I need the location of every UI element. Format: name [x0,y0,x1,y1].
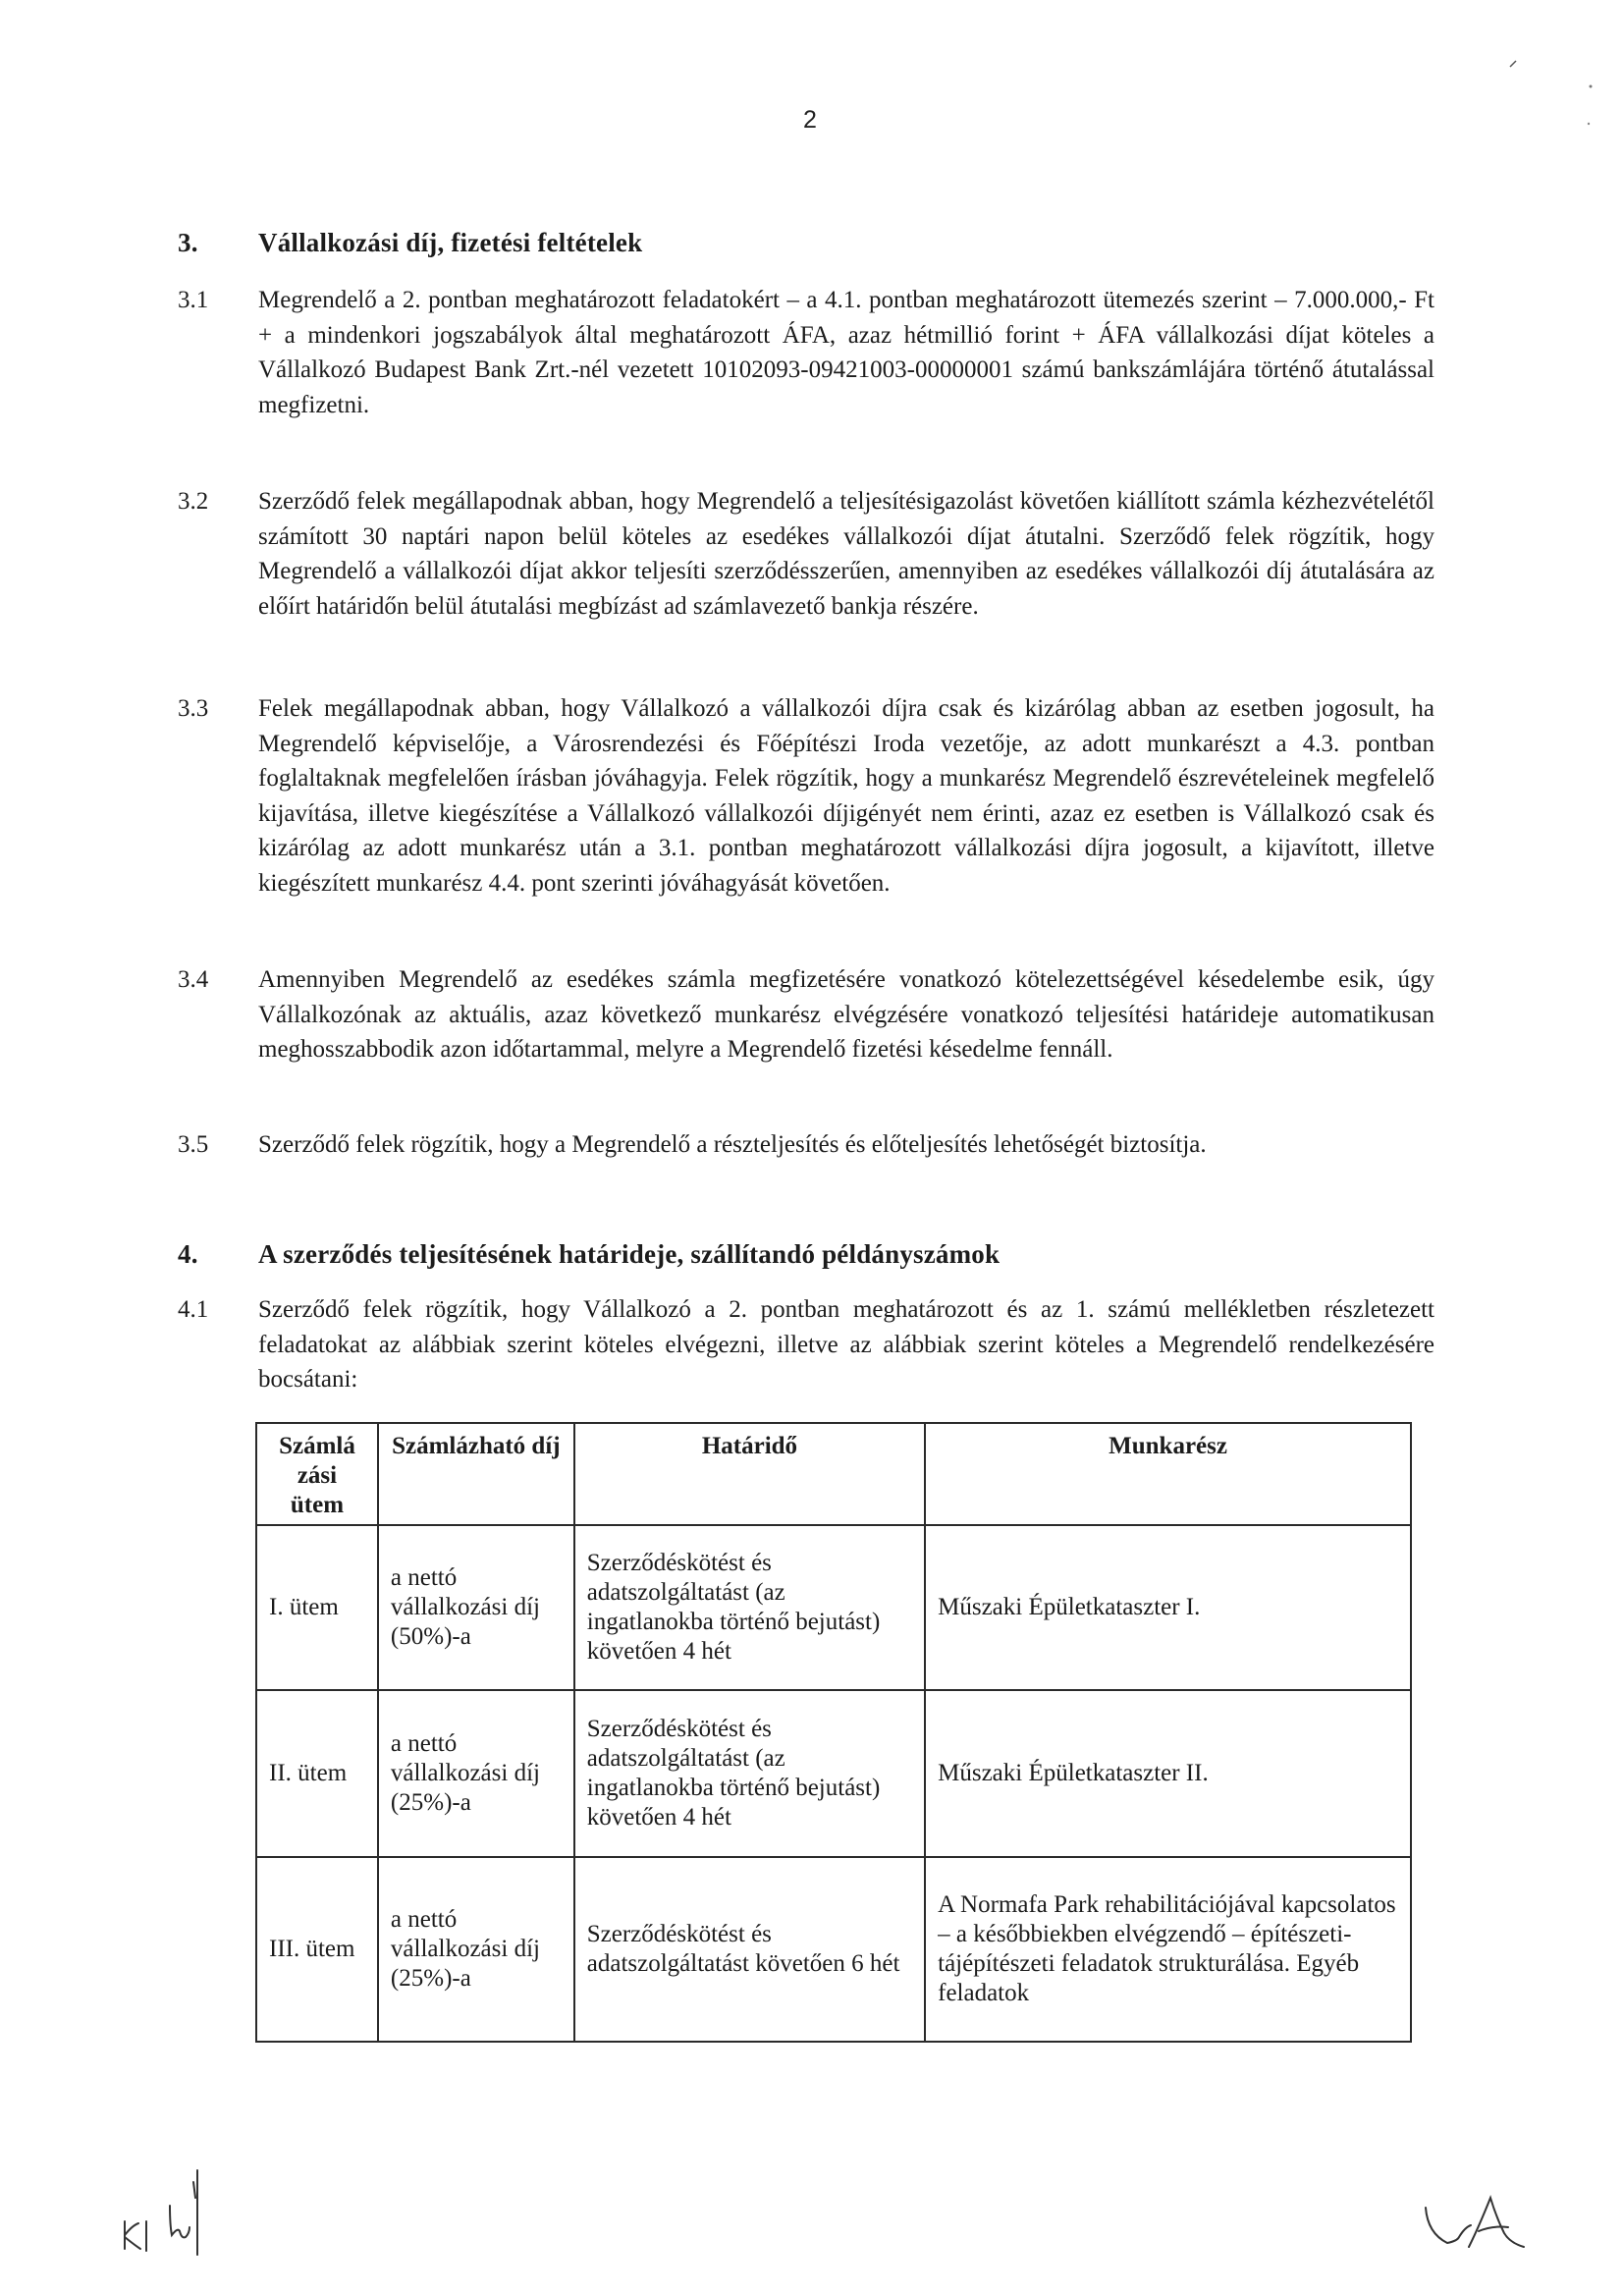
header-work-part: Munkarész [925,1423,1411,1525]
section-3-title: Vállalkozási díj, fizetési feltételek [258,228,643,257]
cell-phase: III. ütem [256,1857,378,2042]
cell-work: Műszaki Épületkataszter II. [925,1690,1411,1857]
clause-number: 4.1 [178,1296,209,1323]
clause-3-4 [178,962,1434,1067]
section-4-number: 4. [178,1239,198,1269]
table-row [256,1857,1411,2042]
table-row [256,1525,1411,1690]
cell-deadline: Szerződéskötést és adatszolgáltatást (az ingatlanokba történő bejutást) követően 4 hét [574,1690,925,1857]
cell-work: Műszaki Épületkataszter I. [925,1525,1411,1690]
cell-fee: a nettó vállalkozási díj (50%)-a [378,1525,574,1690]
clause-number: 3.4 [178,966,209,993]
handwritten-initials-left [113,2160,221,2259]
billing-schedule-table [255,1422,1412,2043]
header-deadline: Határidő [574,1423,925,1525]
section-3-number: 3. [178,228,198,257]
section-3-heading [178,228,642,258]
clause-number: 3.2 [178,488,209,515]
cell-deadline: Szerződéskötést és adatszolgáltatást követően 6 hét [574,1857,925,2042]
clause-3-1 [178,283,1434,422]
cell-deadline: Szerződéskötést és adatszolgáltatást (az ingatlanokba történő bejutást) követően 4 hét [574,1525,925,1690]
handwritten-initials-right [1422,2188,1530,2257]
clause-text: Megrendelő a 2. pontban meghatározott feladatokért – a 4.1. pontban meghatározott ütemezés szerint – 7.000.000,- Ft + a mindenkori jogszabályok által meghatározott ÁFA, azaz hétmillió forint + ÁFA vállalkozási díjat köteles a Vállalkozó Budapest Bank Zrt.-nél vezetett 10102093-09421003-00000001 számú bankszámlájára történő átutalással megfizetni. [258,287,1434,418]
clause-number: 3.3 [178,695,209,722]
clause-3-3 [178,691,1434,901]
clause-text: Szerződő felek megállapodnak abban, hogy Megrendelő a teljesítésigazolást követően kiállított számla kézhezvételétől számított 30 naptári napon belül köteles az esedékes vállalkozói díjat átutalni. Szerződő felek rögzítik, hogy Megrendelő a vállalkozói díjat akkor teljesíti szerződésszerűen, amennyiben az esedékes vállalkozói díj átutalására az előírt határidőn belül átutalási megbízást ad számlavezető bankja részére. [258,488,1434,620]
clause-text: Amennyiben Megrendelő az esedékes számla megfizetésére vonatkozó kötelezettségével késedelembe esik, úgy Vállalkozónak az aktuális, azaz következő munkarész elvégzésére vonatkozó teljesítési határideje automatikusan meghosszabbodik azon időtartammal, melyre a Megrendelő fizetési késedelme fennáll. [258,966,1434,1063]
header-billing-phase: Számlá zási ütem [256,1423,378,1525]
table-header-row [256,1423,1411,1525]
section-4-title: A szerződés teljesítésének határideje, szállítandó példányszámok [258,1239,1001,1269]
clause-number: 3.1 [178,287,209,313]
clause-number: 3.5 [178,1131,209,1158]
clause-text: Szerződő felek rögzítik, hogy Vállalkozó a 2. pontban meghatározott és az 1. számú mellékletben részletezett feladatokat az alábbiak szerint köteles elvégezni, illetve az alábbiak szerint köteles a Megrendelő rendelkezésére bocsátani: [258,1296,1434,1393]
section-4-heading [178,1239,1000,1270]
page-number: 2 [803,106,817,134]
table-row [256,1690,1411,1857]
clause-4-1 [178,1292,1434,1397]
clause-text: Felek megállapodnak abban, hogy Vállalkozó a vállalkozói díjra csak és kizárólag abban az esetben jogosult, ha Megrendelő képviselője, a Városrendezési és Főépítészi Iroda vezetője, az adott munkarészt a 4.3. pontban foglaltaknak megfelelően írásban jóváhagyja. Felek rögzítik, hogy a munkarész Megrendelő észrevételeinek megfelelő kijavítása, illetve kiegészítése a Vállalkozó vállalkozói díjigényét nem érinti, azaz ez esetben is Vállalkozó csak és kizárólag az adott munkarész után a 3.1. pontban meghatározott vállalkozási díjra jogosult, a kijavított, illetve kiegészített munkarész 4.4. pont szerinti jóváhagyását követően. [258,695,1434,897]
clause-text: Szerződő felek rögzítik, hogy a Megrendelő a részteljesítés és előteljesítés lehetőségét biztosítja. [258,1131,1207,1158]
cell-fee: a nettó vállalkozási díj (25%)-a [378,1690,574,1857]
clause-3-2 [178,484,1434,624]
clause-3-5 [178,1127,1434,1163]
cell-phase: II. ütem [256,1690,378,1857]
cell-fee: a nettó vállalkozási díj (25%)-a [378,1857,574,2042]
cell-work: A Normafa Park rehabilitációjával kapcsolatos – a későbbiekben elvégzendő – építészeti-tájépítészeti feladatok strukturálása. Egyéb feladatok [925,1857,1411,2042]
scan-speck [1504,57,1602,136]
header-billable-fee: Számlázható díj [378,1423,574,1525]
cell-phase: I. ütem [256,1525,378,1690]
